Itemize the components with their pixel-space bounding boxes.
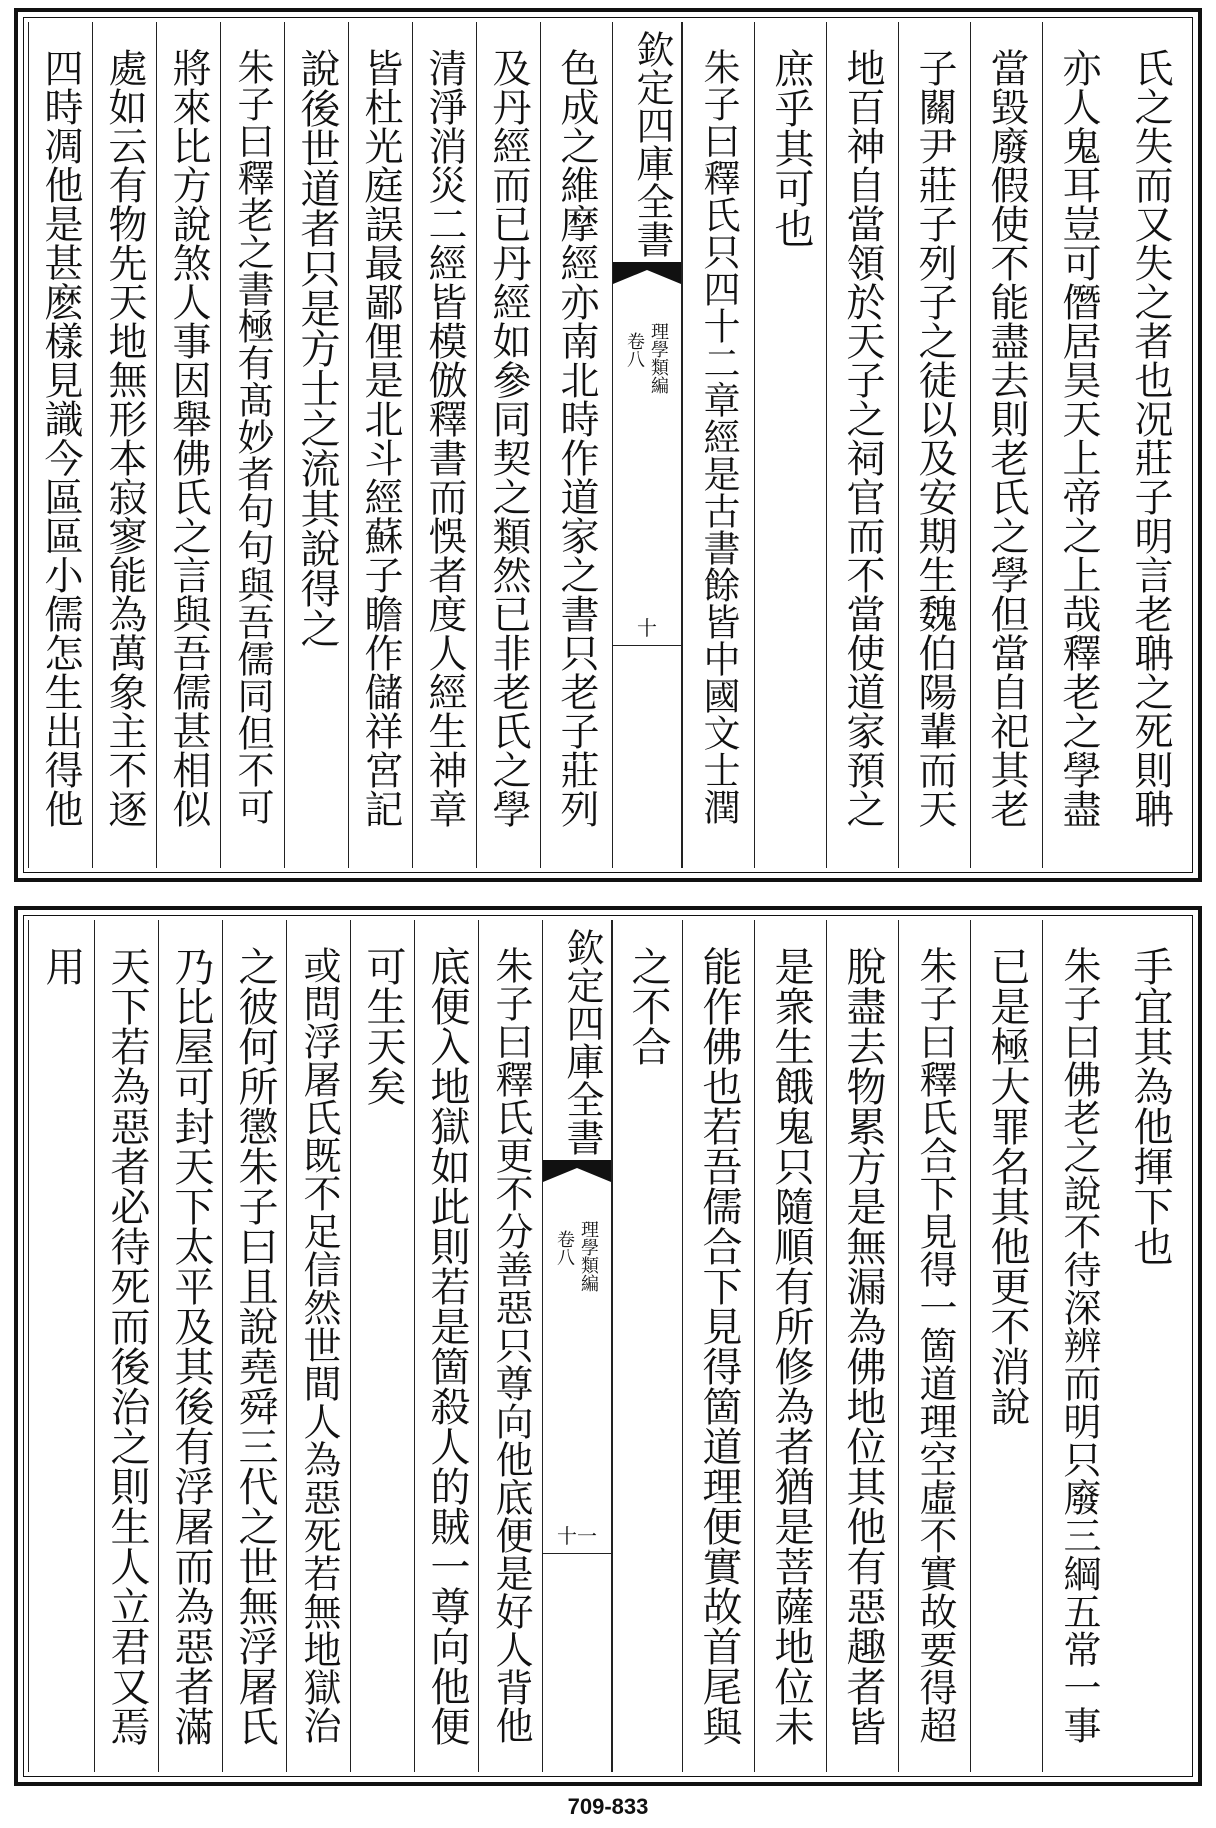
text-column: [754, 920, 826, 1772]
text-column: [350, 920, 414, 1772]
bottom-page-body: [28, 920, 1188, 1772]
text-column: [826, 920, 898, 1772]
section-label: 理學類編: [648, 322, 669, 394]
column-text: 處如云有物先天地無形本寂寥能為萬象主不逐: [102, 48, 147, 828]
top-page-frame: [14, 8, 1202, 882]
text-column: [158, 920, 222, 1772]
book-title: 欽定四庫全書: [630, 30, 674, 258]
page-center-header: [542, 920, 612, 1772]
text-column: [826, 22, 898, 868]
text-column: [1042, 920, 1114, 1772]
column-text: 可生天矣: [360, 946, 406, 1106]
column-text: 之彼何所懲朱子曰且說堯舜三代之世無浮屠氏: [232, 946, 278, 1746]
column-text: 四時凋他是甚麽樣見識今區區小儒怎生出得他: [38, 48, 83, 828]
text-column: [476, 22, 540, 868]
column-text: 或問浮屠氏既不足信然世間人為惡死若無地獄治: [297, 946, 341, 1744]
section-label: 理學類編: [578, 1220, 599, 1292]
text-column: [222, 920, 286, 1772]
text-column: [156, 22, 220, 868]
column-text: 是衆生餓鬼只隨順有所修為者猶是菩薩地位未: [768, 946, 814, 1746]
column-text: 地百神自當領於天子之祠官而不當使道家預之: [840, 48, 885, 828]
page-number-label: 十一: [543, 1520, 611, 1554]
book-title: 欽定四庫全書: [560, 928, 604, 1156]
column-text: 天下若為惡者必待死而後治之則生人立君又焉: [104, 946, 150, 1746]
text-column: [1114, 22, 1186, 868]
column-text: 當毀廢假使不能盡去則老氏之學但當自祀其老: [984, 48, 1029, 828]
column-text: 子關尹莊子列子之徒以及安期生魏伯陽輩而天: [912, 48, 957, 828]
text-column: [682, 920, 754, 1772]
page-number-label: 十: [613, 612, 681, 646]
column-text: 朱子曰釋氏只四十二章經是古書餘皆中國文士潤: [697, 48, 740, 825]
column-text: 脫盡去物累方是無漏為佛地位其他有惡趣者皆: [840, 946, 886, 1746]
column-text: 亦人鬼耳豈可僭居昊天上帝之上哉釋老之學盡: [1056, 48, 1101, 828]
column-text: 手宜其為他揮下也: [1127, 946, 1173, 1266]
text-column: [970, 920, 1042, 1772]
text-column: [682, 22, 754, 868]
text-column: [94, 920, 158, 1772]
text-column: [540, 22, 612, 868]
column-text: 朱子曰釋老之書極有髙妙者句句與吾儒同但不可: [231, 48, 274, 825]
column-text: 皆杜光庭誤最鄙俚是北斗經蘇子瞻作儲祥宮記: [358, 48, 403, 828]
text-column: [898, 920, 970, 1772]
column-text: 及丹經而已丹經如參同契之類然已非老氏之學: [486, 48, 531, 828]
top-page-body: [28, 22, 1188, 868]
fish-tail-ornament: [543, 1160, 611, 1188]
column-text: 底便入地獄如此則若是箇殺人的賊一尊向他便: [424, 946, 470, 1746]
text-column: [92, 22, 156, 868]
column-text: 清淨消災二經皆模倣釋書而悞者度人經生神章: [422, 48, 467, 828]
text-column: [754, 22, 826, 868]
column-text: 庶乎其可也: [768, 48, 814, 248]
column-text: 色成之維摩經亦南北時作道家之書只老子莊列: [554, 48, 599, 828]
footer-page-number: 709-833: [567, 1794, 649, 1819]
column-text: 朱子曰釋氏更不分善惡只尊向他底便是好人背他: [489, 946, 533, 1744]
bottom-page-frame: [14, 906, 1202, 1786]
page-center-header: [612, 22, 682, 868]
text-column: [348, 22, 412, 868]
column-text: 將來比方說煞人事因舉佛氏之言與吾儒甚相似: [166, 48, 211, 828]
volume-label: 卷八: [554, 1230, 575, 1266]
column-text: 說後世道者只是方士之流其說得之: [294, 48, 340, 648]
column-text: 朱子曰釋氏合下見得一箇道理空虛不實故要得超: [913, 946, 957, 1744]
text-column: [28, 920, 94, 1772]
text-column: [220, 22, 284, 868]
column-text: 用: [39, 946, 85, 986]
text-column: [898, 22, 970, 868]
text-column: [478, 920, 542, 1772]
volume-label: 卷八: [624, 332, 645, 368]
text-column: [284, 22, 348, 868]
fish-tail-ornament: [613, 262, 681, 290]
text-column: [1042, 22, 1114, 868]
text-column: [28, 22, 92, 868]
column-text: 乃比屋可封天下太平及其後有浮屠而為惡者滿: [168, 946, 214, 1746]
column-text: 朱子曰佛老之說不待深辨而明只廢三綱五常一事: [1057, 946, 1101, 1744]
text-column: [970, 22, 1042, 868]
column-text: 之不合: [625, 946, 671, 1066]
column-text: 已是極大罪名其他更不消說: [984, 946, 1030, 1426]
text-column: [414, 920, 478, 1772]
column-text: 氏之失而又失之者也况莊子明言老聃之死則聃: [1128, 48, 1173, 828]
text-column: [412, 22, 476, 868]
text-column: [1114, 920, 1186, 1772]
text-column: [286, 920, 350, 1772]
text-column: [612, 920, 682, 1772]
column-text: 能作佛也若吾儒合下見得箇道理便實故首尾與: [696, 946, 742, 1746]
